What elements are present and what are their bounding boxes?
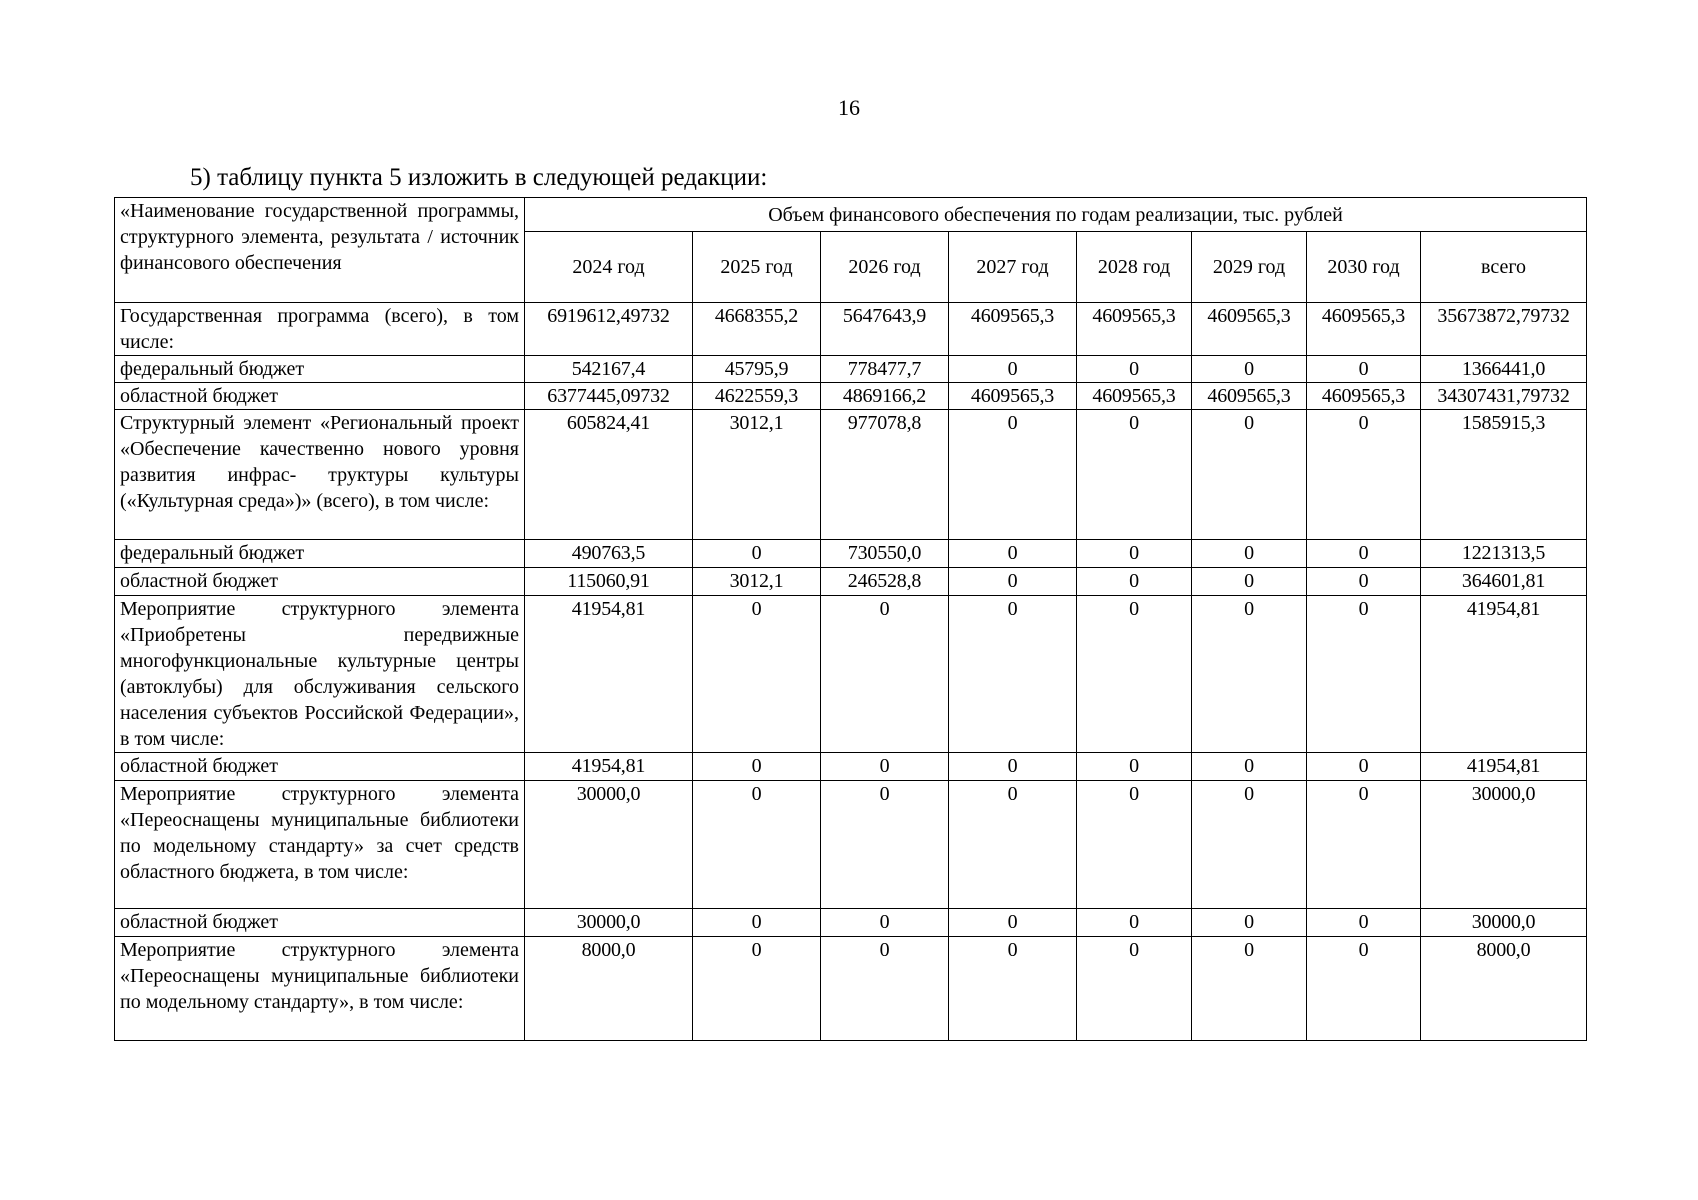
value-2025: 4622559,3 xyxy=(693,383,821,410)
value-2026: 0 xyxy=(821,596,949,753)
row-label: Мероприятие структурного элемента «Переоснащены муниципальные библиотеки по модельному стандарту», в том числе: xyxy=(115,937,525,1041)
value-2026: 0 xyxy=(821,937,949,1041)
value-2030: 0 xyxy=(1307,781,1421,909)
year-header-2027: 2027 год xyxy=(949,232,1077,303)
value-2030: 0 xyxy=(1307,753,1421,781)
value-2027: 0 xyxy=(949,596,1077,753)
value-2026: 5647643,9 xyxy=(821,303,949,356)
table-row xyxy=(115,937,1587,1041)
value-total: 1585915,3 xyxy=(1421,410,1587,540)
table-row xyxy=(115,568,1587,596)
value-2027: 4609565,3 xyxy=(949,303,1077,356)
table-row xyxy=(115,781,1587,909)
table-row xyxy=(115,383,1587,410)
value-2029: 0 xyxy=(1192,781,1307,909)
value-2026: 0 xyxy=(821,909,949,937)
value-2030: 0 xyxy=(1307,909,1421,937)
value-total: 364601,81 xyxy=(1421,568,1587,596)
row-label: федеральный бюджет xyxy=(115,356,525,383)
value-2028: 0 xyxy=(1077,540,1192,568)
table-row xyxy=(115,410,1587,540)
row-label: областной бюджет xyxy=(115,753,525,781)
value-2027: 0 xyxy=(949,909,1077,937)
value-2027: 0 xyxy=(949,410,1077,540)
value-total: 30000,0 xyxy=(1421,781,1587,909)
value-2028: 4609565,3 xyxy=(1077,383,1192,410)
table-row xyxy=(115,303,1587,356)
value-2025: 0 xyxy=(693,540,821,568)
value-total: 34307431,79732 xyxy=(1421,383,1587,410)
row-label: областной бюджет xyxy=(115,383,525,410)
row-label: Мероприятие структурного элемента «Приобретены передвижные многофункциональные культурные центры (автоклубы) для обслуживания сельского населения субъектов Российской Федерации», в том числе: xyxy=(115,596,525,753)
value-2027: 0 xyxy=(949,568,1077,596)
value-2030: 0 xyxy=(1307,568,1421,596)
value-2025: 0 xyxy=(693,753,821,781)
value-2029: 0 xyxy=(1192,410,1307,540)
value-2024: 115060,91 xyxy=(525,568,693,596)
value-total: 41954,81 xyxy=(1421,596,1587,753)
value-total: 35673872,79732 xyxy=(1421,303,1587,356)
value-2024: 542167,4 xyxy=(525,356,693,383)
budget-table xyxy=(114,197,1587,1041)
value-2024: 6377445,09732 xyxy=(525,383,693,410)
value-2029: 0 xyxy=(1192,937,1307,1041)
value-2025: 0 xyxy=(693,937,821,1041)
value-2029: 0 xyxy=(1192,356,1307,383)
page-number: 16 xyxy=(838,95,860,120)
value-2030: 0 xyxy=(1307,356,1421,383)
value-2025: 0 xyxy=(693,909,821,937)
table-row xyxy=(115,596,1587,753)
value-2029: 4609565,3 xyxy=(1192,383,1307,410)
table-row xyxy=(115,909,1587,937)
value-2026: 977078,8 xyxy=(821,410,949,540)
value-2028: 0 xyxy=(1077,781,1192,909)
year-header-2025: 2025 год xyxy=(693,232,821,303)
value-2024: 30000,0 xyxy=(525,781,693,909)
value-2027: 0 xyxy=(949,356,1077,383)
value-2024: 30000,0 xyxy=(525,909,693,937)
value-2030: 0 xyxy=(1307,410,1421,540)
value-2024: 490763,5 xyxy=(525,540,693,568)
value-2026: 0 xyxy=(821,781,949,909)
value-2030: 4609565,3 xyxy=(1307,303,1421,356)
value-2028: 0 xyxy=(1077,909,1192,937)
row-label: областной бюджет xyxy=(115,568,525,596)
value-2028: 0 xyxy=(1077,568,1192,596)
value-2029: 0 xyxy=(1192,540,1307,568)
value-2025: 0 xyxy=(693,781,821,909)
value-2028: 0 xyxy=(1077,356,1192,383)
value-2025: 45795,9 xyxy=(693,356,821,383)
value-total: 1366441,0 xyxy=(1421,356,1587,383)
value-2024: 41954,81 xyxy=(525,753,693,781)
value-2025: 3012,1 xyxy=(693,568,821,596)
value-2028: 0 xyxy=(1077,937,1192,1041)
value-2024: 6919612,49732 xyxy=(525,303,693,356)
table-row xyxy=(115,753,1587,781)
value-2027: 0 xyxy=(949,937,1077,1041)
value-2029: 0 xyxy=(1192,568,1307,596)
value-2030: 0 xyxy=(1307,596,1421,753)
value-total: 30000,0 xyxy=(1421,909,1587,937)
value-2024: 41954,81 xyxy=(525,596,693,753)
row-label: Структурный элемент «Региональный проект «Обеспечение качественно нового уровня развития инфрас- труктуры культуры («Культурная среда»)» (всего), в том числе: xyxy=(115,410,525,540)
value-2029: 0 xyxy=(1192,909,1307,937)
value-2029: 4609565,3 xyxy=(1192,303,1307,356)
value-2027: 0 xyxy=(949,753,1077,781)
value-2028: 4609565,3 xyxy=(1077,303,1192,356)
value-2029: 0 xyxy=(1192,753,1307,781)
value-2024: 605824,41 xyxy=(525,410,693,540)
table-row xyxy=(115,540,1587,568)
value-total: 41954,81 xyxy=(1421,753,1587,781)
year-header-2024: 2024 год xyxy=(525,232,693,303)
year-header-2028: 2028 год xyxy=(1077,232,1192,303)
row-label: Мероприятие структурного элемента «Переоснащены муниципальные библиотеки по модельному стандарту» за счет средств областного бюджета, в том числе: xyxy=(115,781,525,909)
year-header-2030: 2030 год xyxy=(1307,232,1421,303)
intro-text: 5) таблицу пункта 5 изложить в следующей редакции: xyxy=(190,164,768,191)
row-label: Государственная программа (всего), в том числе: xyxy=(115,303,525,356)
year-header-2029: 2029 год xyxy=(1192,232,1307,303)
value-2025: 0 xyxy=(693,596,821,753)
year-header-2026: 2026 год xyxy=(821,232,949,303)
value-2026: 778477,7 xyxy=(821,356,949,383)
value-2025: 3012,1 xyxy=(693,410,821,540)
value-2029: 0 xyxy=(1192,596,1307,753)
value-2030: 0 xyxy=(1307,540,1421,568)
value-2026: 4869166,2 xyxy=(821,383,949,410)
value-2028: 0 xyxy=(1077,753,1192,781)
value-2027: 0 xyxy=(949,540,1077,568)
value-2028: 0 xyxy=(1077,596,1192,753)
name-column-header: «Наименование государственной программы, структурного элемента, результата / источник финансового обеспечения xyxy=(115,198,525,303)
row-label: областной бюджет xyxy=(115,909,525,937)
table-row xyxy=(115,356,1587,383)
row-label: федеральный бюджет xyxy=(115,540,525,568)
value-2024: 8000,0 xyxy=(525,937,693,1041)
value-total: 8000,0 xyxy=(1421,937,1587,1041)
value-2026: 730550,0 xyxy=(821,540,949,568)
value-2027: 4609565,3 xyxy=(949,383,1077,410)
value-2027: 0 xyxy=(949,781,1077,909)
value-2030: 4609565,3 xyxy=(1307,383,1421,410)
total-header: всего xyxy=(1421,232,1587,303)
value-total: 1221313,5 xyxy=(1421,540,1587,568)
funding-group-header: Объем финансового обеспечения по годам реализации, тыс. рублей xyxy=(525,198,1587,232)
value-2025: 4668355,2 xyxy=(693,303,821,356)
value-2026: 246528,8 xyxy=(821,568,949,596)
value-2026: 0 xyxy=(821,753,949,781)
value-2030: 0 xyxy=(1307,937,1421,1041)
value-2028: 0 xyxy=(1077,410,1192,540)
